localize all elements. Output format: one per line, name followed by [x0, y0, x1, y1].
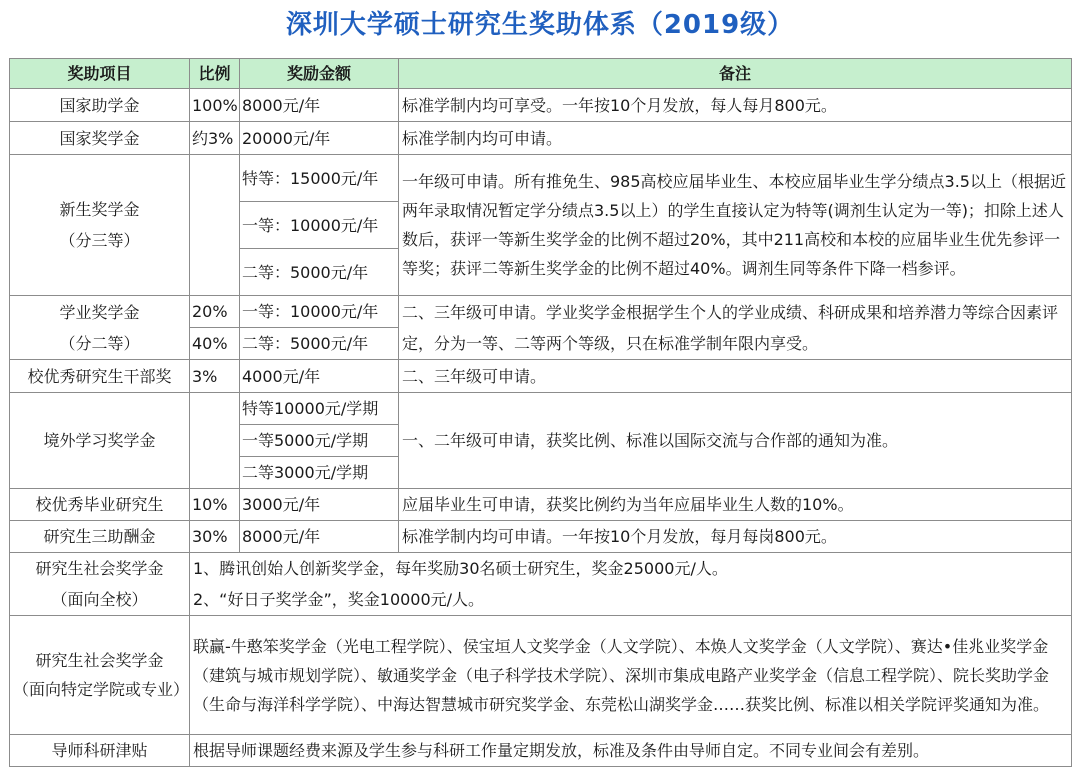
amount-cell: 4000元/年 — [240, 360, 399, 393]
item-cell: 校优秀研究生干部奖 — [10, 360, 190, 393]
note-cell: 二、三年级可申请。 — [399, 360, 1072, 393]
note-cell: 标准学制内均可申请。一年按10个月发放，每月每岗800元。 — [399, 521, 1072, 553]
header-item: 奖助项目 — [10, 59, 190, 89]
note-cell: 根据导师课题经费来源及学生参与科研工作量定期发放，标准及条件由导师自定。不同专业间会有差别。 — [190, 735, 1072, 767]
item-cell: 研究生三助酬金 — [10, 521, 190, 553]
note-cell: 标准学制内均可申请。 — [399, 122, 1072, 155]
table-row — [10, 393, 1072, 425]
page-title: 深圳大学硕士研究生奖助体系（2019级） — [285, 10, 795, 40]
scholarship-table — [9, 58, 1072, 767]
amount-cell: 一等5000元/学期 — [240, 425, 399, 457]
item-cell: 国家奖学金 — [10, 122, 190, 155]
note-cell: 二、三年级可申请。学业奖学金根据学生个人的学业成绩、科研成果和培养潜力等综合因素评定，分为一等、二等两个等级，只在标准学制年限内享受。 — [399, 296, 1072, 360]
item-line: 学业奖学金 — [59, 302, 140, 322]
amount-cell: 3000元/年 — [240, 489, 399, 521]
ratio-cell: 30% — [190, 521, 240, 553]
amount-cell: 二等：5000元/年 — [240, 249, 399, 296]
table-row — [10, 89, 1072, 122]
note-cell: 一、二年级可申请，获奖比例、标准以国际交流与合作部的通知为准。 — [399, 393, 1072, 489]
amount-cell: 20000元/年 — [240, 122, 399, 155]
item-line: 研究生社会奖学金 — [35, 651, 164, 670]
note-cell: 应届毕业生可申请，获奖比例约为当年应届毕业生人数的10%。 — [399, 489, 1072, 521]
table-row — [10, 360, 1072, 393]
item-cell: 导师科研津贴 — [10, 735, 190, 767]
item-cell — [10, 553, 190, 616]
table-row — [10, 616, 1072, 735]
header-row — [10, 59, 1072, 89]
header-note: 备注 — [399, 59, 1072, 89]
item-line: （分三等） — [59, 231, 140, 250]
item-line: （面向全校） — [51, 590, 148, 609]
ratio-cell: 10% — [190, 489, 240, 521]
note-line: 1、腾讯创始人创新奖学金，每年奖励30名硕士研究生，奖金25000元/人。 — [193, 559, 728, 578]
note-cell — [190, 553, 1072, 616]
ratio-cell — [190, 393, 240, 489]
note-line: 2、“好日子奖学金”，奖金10000元/人。 — [193, 590, 485, 609]
header-ratio: 比例 — [190, 59, 240, 89]
amount-cell: 一等：10000元/年 — [240, 202, 399, 249]
table-row — [10, 489, 1072, 521]
amount-cell: 一等：10000元/年 — [240, 296, 399, 328]
item-cell: 境外学习奖学金 — [10, 393, 190, 489]
table-row — [10, 735, 1072, 767]
item-line: 研究生社会奖学金 — [35, 559, 164, 578]
item-line: （面向特定学院或专业） — [13, 680, 190, 699]
table-row — [10, 521, 1072, 553]
amount-cell: 特等10000元/学期 — [240, 393, 399, 425]
ratio-cell — [190, 155, 240, 296]
item-cell — [10, 616, 190, 735]
amount-cell: 二等：5000元/年 — [240, 328, 399, 360]
item-cell — [10, 296, 190, 360]
table-row — [10, 296, 1072, 328]
amount-cell: 特等：15000元/年 — [240, 155, 399, 202]
note-cell: 标准学制内均可享受。一年按10个月发放，每人每月800元。 — [399, 89, 1072, 122]
item-line: （分二等） — [59, 333, 140, 353]
ratio-cell: 40% — [190, 328, 240, 360]
amount-cell: 8000元/年 — [240, 521, 399, 553]
ratio-cell: 100% — [190, 89, 240, 122]
ratio-cell: 20% — [190, 296, 240, 328]
item-cell: 校优秀毕业研究生 — [10, 489, 190, 521]
item-line: 新生奖学金 — [59, 200, 140, 219]
header-amount: 奖励金额 — [240, 59, 399, 89]
amount-cell: 二等3000元/学期 — [240, 457, 399, 489]
table-row — [10, 155, 1072, 202]
amount-cell: 8000元/年 — [240, 89, 399, 122]
ratio-cell: 约3% — [190, 122, 240, 155]
item-cell: 国家助学金 — [10, 89, 190, 122]
note-cell: 一年级可申请。所有推免生、985高校应届毕业生、本校应届毕业生学分绩点3.5以上（根据近两年录取情况暂定学分绩点3.5以上）的学生直接认定为特等(调剂生认定为一等)；扣除上述人数后，获评一等新生奖学金的比例不超过20%，其中211高校和本校的应届毕业生优先参评一等奖；获评二等新生奖学金的比例不超过40%。调剂生同等条件下降一档参评。 — [399, 155, 1072, 296]
table-row — [10, 122, 1072, 155]
note-cell: 联赢-牛憨笨奖学金（光电工程学院）、侯宝垣人文奖学金（人文学院）、本焕人文奖学金（人文学院）、赛达•佳兆业奖学金（建筑与城市规划学院）、敏通奖学金（电子科学技术学院）、深圳市集成电路产业奖学金（信息工程学院）、院长奖助学金（生命与海洋科学学院）、中海达智慧城市研究奖学金、东莞松山湖奖学金……获奖比例、标准以相关学院评奖通知为准。 — [190, 616, 1072, 735]
item-cell — [10, 155, 190, 296]
table-row — [10, 553, 1072, 616]
ratio-cell: 3% — [190, 360, 240, 393]
